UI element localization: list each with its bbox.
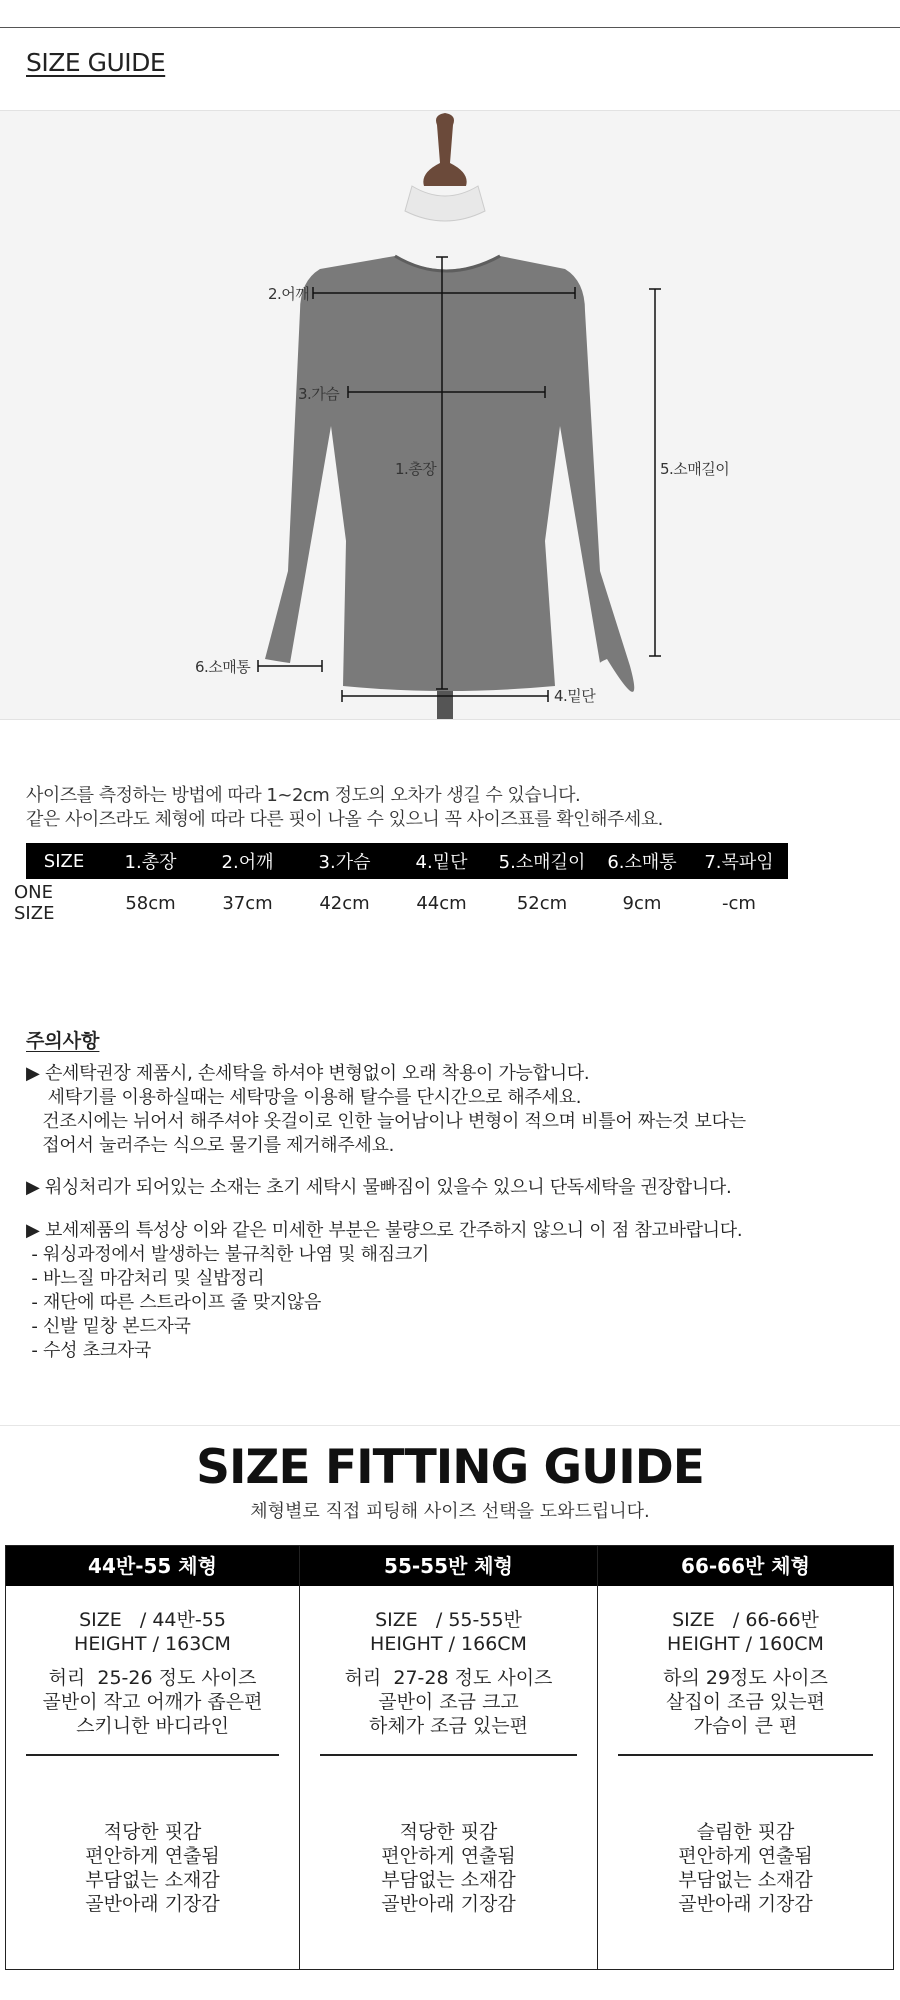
- value-cell: 9cm: [622, 892, 662, 914]
- size-table: [14, 843, 788, 927]
- fit-column-44-55: [5, 1545, 300, 1970]
- size-cell: ONE SIZE: [14, 882, 55, 924]
- label-sleeve-width: 6.소매통: [195, 658, 251, 676]
- fit-column-55-55half: [299, 1545, 598, 1970]
- value-cell: 42cm: [319, 892, 370, 914]
- fit-size: SIZE / 44반-55: [79, 1609, 226, 1631]
- value-cell: 52cm: [516, 892, 568, 914]
- header-cell: SIZE: [26, 843, 102, 879]
- fitting-title: SIZE FITTING GUIDE: [196, 1440, 704, 1495]
- fit-feel-line: 부담없는 소재감: [381, 1869, 516, 1891]
- caution-line: - 신발 밑창 본드자국: [26, 1316, 191, 1337]
- fit-column-header: 55-55반 체형: [300, 1546, 597, 1586]
- fit-body-line: 살집이 조금 있는편: [666, 1691, 825, 1713]
- fit-column-66-66half: [597, 1545, 894, 1970]
- fit-feel-line: 골반아래 기장감: [678, 1893, 813, 1915]
- fit-body-line: 골반이 작고 어깨가 좁은편: [42, 1691, 263, 1713]
- fitting-subtitle: 체형별로 직접 피팅해 사이즈 선택을 도와드립니다.: [250, 1501, 650, 1522]
- label-hem: 4.밑단: [554, 687, 596, 705]
- fit-body-line: 하의 29정도 사이즈: [663, 1667, 828, 1689]
- header-cell: 6.소매통: [594, 843, 690, 879]
- label-length: 1.총장: [395, 460, 437, 478]
- caution-line: ▶ 손세탁권장 제품시, 손세탁을 하셔야 변형없이 오래 착용이 가능합니다.: [26, 1063, 590, 1084]
- fit-column-header: 44반-55 체형: [6, 1546, 299, 1586]
- header-cell: 7.목파임: [690, 843, 788, 879]
- fit-feel-line: 편안하게 연출됨: [678, 1845, 813, 1867]
- product-measurement-image: [0, 110, 900, 720]
- value-cell: 58cm: [125, 892, 176, 914]
- caution-line: - 워싱과정에서 발생하는 불규칙한 나염 및 해짐크기: [26, 1244, 429, 1265]
- caution-line: - 재단에 따른 스트라이프 줄 맞지않음: [26, 1292, 322, 1313]
- caution-line: 건조시에는 뉘어서 해주셔야 옷걸이로 인한 늘어남이나 변형이 적으며 비틀어 짜는것 보다는: [26, 1111, 746, 1132]
- size-table-header: [26, 843, 788, 879]
- caution-line: - 수성 초크자국: [26, 1340, 151, 1361]
- fit-feel-line: 골반아래 기장감: [85, 1893, 220, 1915]
- fit-body-line: 가슴이 큰 편: [693, 1715, 798, 1737]
- page-title: SIZE GUIDE: [26, 48, 166, 77]
- header-cell: 2.어깨: [199, 843, 296, 879]
- label-sleeve-length: 5.소매길이: [660, 460, 730, 478]
- label-chest: 3.가슴: [298, 385, 340, 403]
- label-shoulder: 2.어깨: [268, 285, 310, 303]
- header-cell: 1.총장: [102, 843, 199, 879]
- fit-body-line: 스키니한 바디라인: [76, 1715, 229, 1737]
- caution-line: ▶ 보세제품의 특성상 이와 같은 미세한 부분은 불량으로 간주하지 않으니 이 점 참고바랍니다.: [26, 1220, 743, 1241]
- value-cell: 37cm: [222, 892, 273, 914]
- value-cell: 44cm: [416, 892, 467, 914]
- fit-height: HEIGHT / 163CM: [74, 1633, 231, 1655]
- fit-body-line: 허리 27-28 정도 사이즈: [344, 1667, 553, 1689]
- caution-title: 주의사항: [26, 1030, 100, 1052]
- fit-feel-line: 부담없는 소재감: [85, 1869, 220, 1891]
- section-divider: [0, 1425, 900, 1426]
- caution-line: 세탁기를 이용하실때는 세탁망을 이용해 탈수를 단시간으로 해주세요.: [26, 1087, 582, 1108]
- tshirt-illustration: [0, 111, 900, 719]
- header-cell: 3.가슴: [296, 843, 393, 879]
- top-divider: [0, 27, 900, 28]
- value-cell: -cm: [722, 892, 756, 914]
- measure-note: 사이즈를 측정하는 방법에 따라 1~2cm 정도의 오차가 생길 수 있습니다.: [26, 785, 581, 806]
- fit-height: HEIGHT / 160CM: [667, 1633, 824, 1655]
- fit-body-line: 골반이 조금 크고: [378, 1691, 519, 1713]
- fit-feel-line: 적당한 핏감: [399, 1821, 498, 1843]
- header-cell: 5.소매길이: [490, 843, 594, 879]
- caution-line: ▶ 워싱처리가 되어있는 소재는 초기 세탁시 물빠짐이 있을수 있으니 단독세탁을 권장합니다.: [26, 1177, 732, 1198]
- fit-size: SIZE / 66-66반: [672, 1609, 819, 1631]
- fit-height: HEIGHT / 166CM: [370, 1633, 527, 1655]
- fit-feel-line: 슬림한 핏감: [696, 1821, 795, 1843]
- fit-body-line: 허리 25-26 정도 사이즈: [48, 1667, 257, 1689]
- fit-feel-line: 부담없는 소재감: [678, 1869, 813, 1891]
- caution-line: - 바느질 마감처리 및 실밥정리: [26, 1268, 265, 1289]
- fit-feel-line: 편안하게 연출됨: [381, 1845, 516, 1867]
- fit-feel-line: 편안하게 연출됨: [85, 1845, 220, 1867]
- fit-body-line: 하체가 조금 있는편: [369, 1715, 528, 1737]
- caution-line: 접어서 눌러주는 식으로 물기를 제거해주세요.: [26, 1135, 395, 1156]
- table-row: [26, 879, 788, 927]
- fit-feel-line: 적당한 핏감: [103, 1821, 202, 1843]
- fit-column-header: 66-66반 체형: [598, 1546, 893, 1586]
- header-cell: 4.밑단: [393, 843, 490, 879]
- fit-note: 같은 사이즈라도 체형에 따라 다른 핏이 나올 수 있으니 꼭 사이즈표를 확인해주세요.: [26, 809, 663, 830]
- fit-feel-line: 골반아래 기장감: [381, 1893, 516, 1915]
- fit-size: SIZE / 55-55반: [375, 1609, 522, 1631]
